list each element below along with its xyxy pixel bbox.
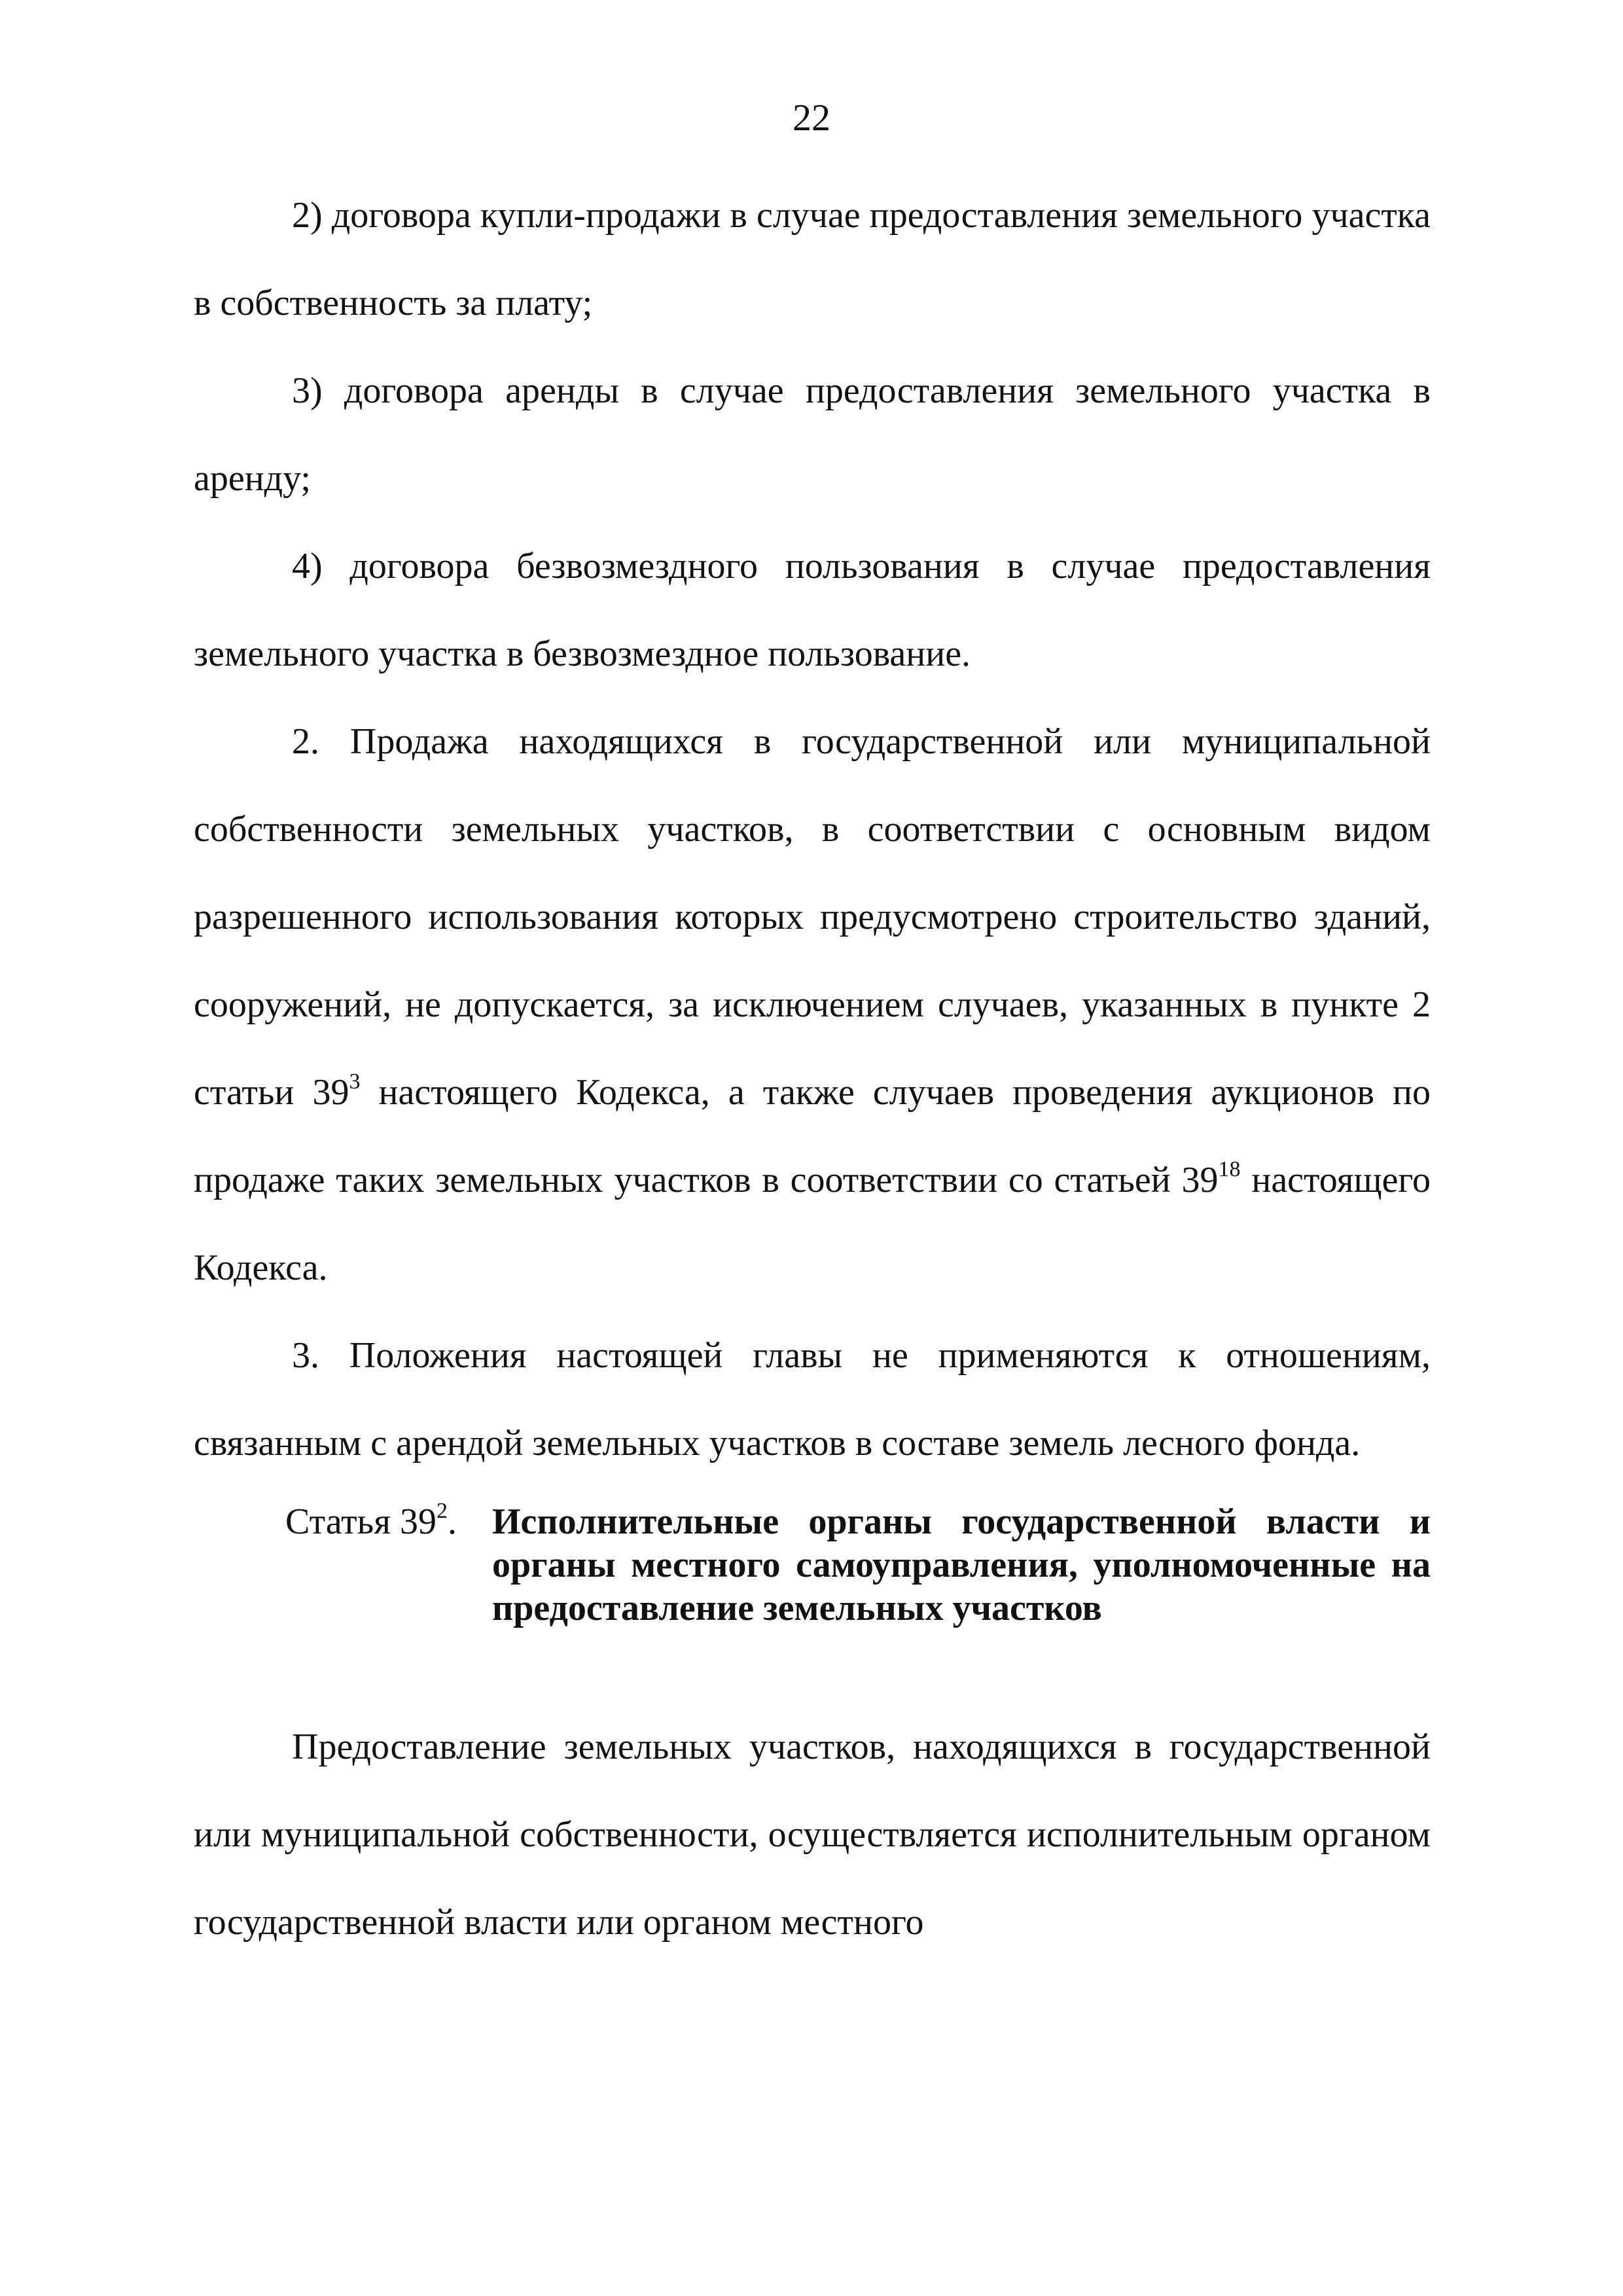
paragraph-item-4: 4) договора безвозмездного пользования в случае предоставления земельного участка в безвозмездное пользование. [194, 546, 1431, 674]
article-label [194, 1500, 488, 1630]
paragraph-item-3: 3) договора аренды в случае предоставления земельного участка в аренду; [194, 370, 1431, 499]
article-label-prefix: Статья 39 [285, 1501, 437, 1542]
paragraph-section-2-part3: настоящего Кодекса. [194, 1160, 1431, 1288]
paragraph-item-2: 2) договора купли-продажи в случае предоставления земельного участка в собственность за плату; [194, 195, 1431, 323]
page-number: 22 [793, 96, 830, 139]
document-body-bottom [194, 1703, 1431, 1966]
article-label-superscript: 2 [436, 1499, 448, 1524]
article-label-suffix: . [447, 1501, 457, 1542]
paragraph-section-2-part1: 2. Продажа находящихся в государственной или муниципальной собственности земельных участков, в соответствии с основным видом разрешенного использования которых предусмотрено строительство зданий, сооружений, не допускается, за исключением случаев, указанных в пункте 2 статьи 39 [194, 721, 1431, 1113]
paragraph-section-2-part2: настоящего Кодекса, а также случаев проведения аукционов по продаже таких земельных участков в соответствии со статьей 39 [194, 1072, 1431, 1200]
article-heading [194, 1500, 1431, 1630]
superscript-article-ref-1: 3 [349, 1069, 361, 1094]
paragraph-section-3: 3. Положения настоящей главы не применяются к отношениям, связанным с арендой земельных участков в составе земель лесного фонда. [194, 1335, 1431, 1463]
closing-paragraph: Предоставление земельных участков, находящихся в государственной или муниципальной собственности, осуществляется исполнительным органом государственной власти или органом местного [194, 1727, 1431, 1943]
paragraph-section-2 [194, 698, 1431, 1312]
superscript-article-ref-2: 18 [1218, 1157, 1241, 1182]
article-title: Исполнительные органы государственной власти и органы местного самоуправления, уполномоченные на предоставление земельных участков [492, 1501, 1431, 1628]
document-body-top [194, 171, 1431, 1487]
